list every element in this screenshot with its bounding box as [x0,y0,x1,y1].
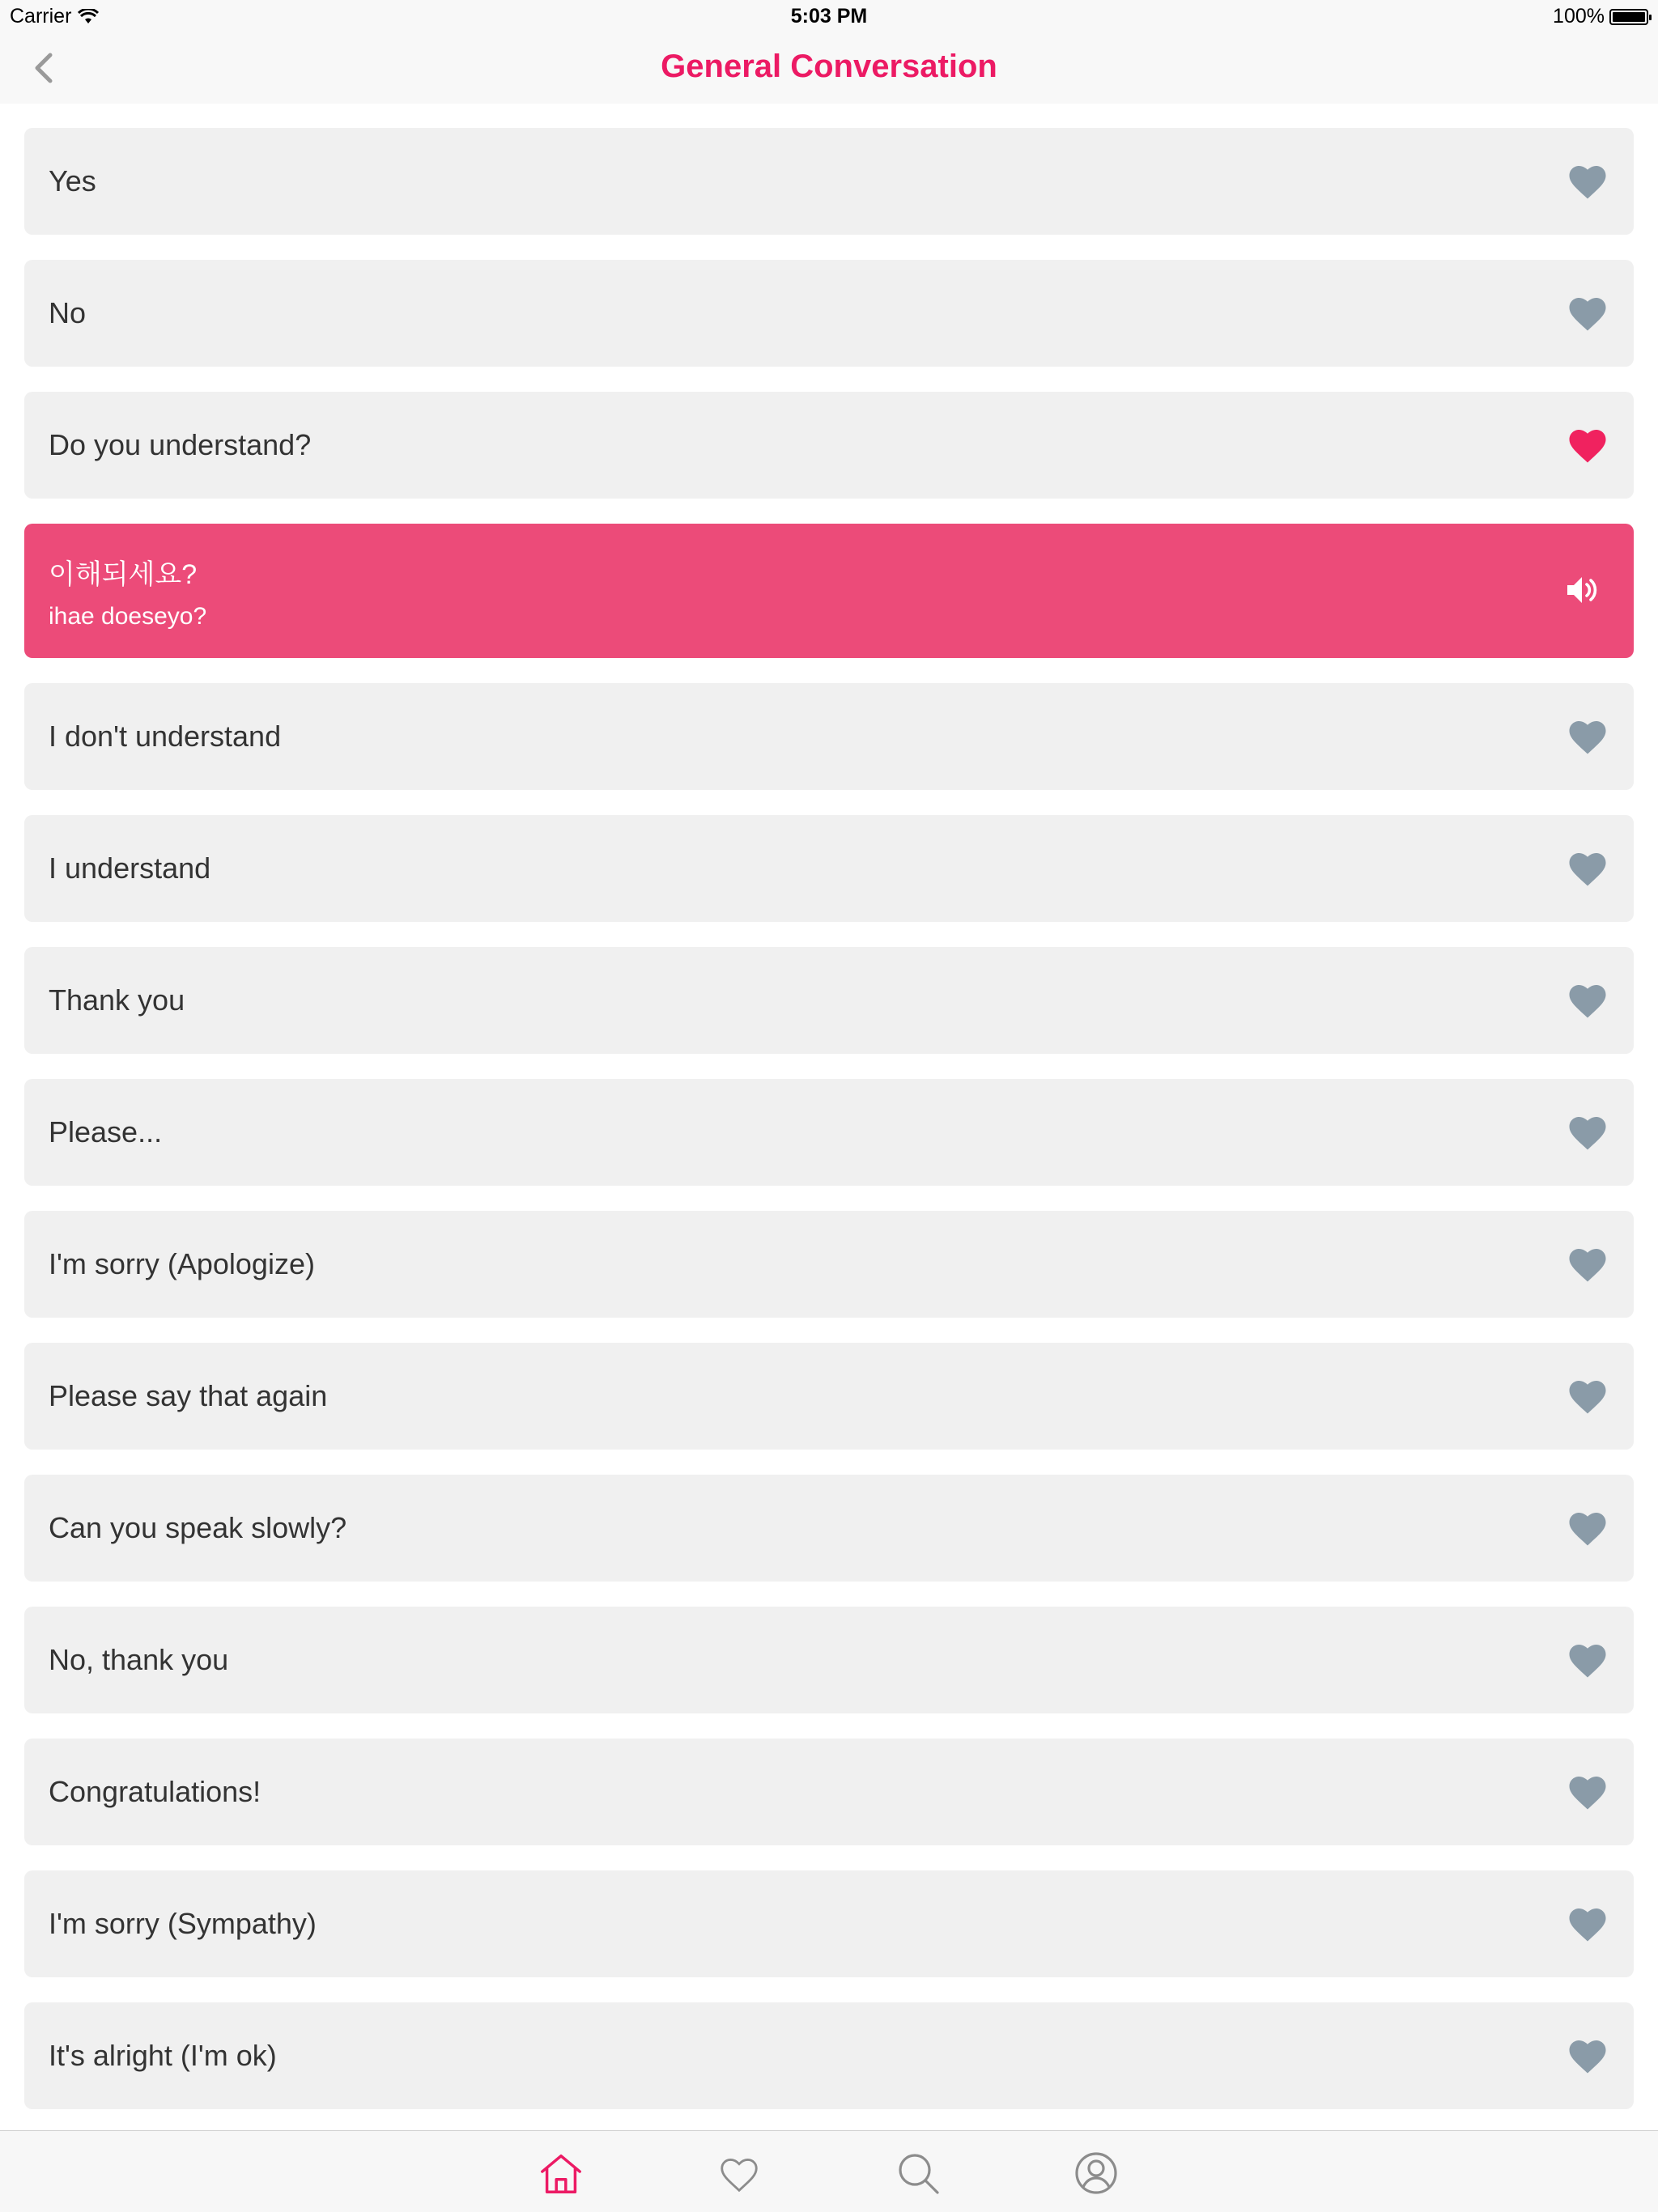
status-bar [0,0,1658,32]
home-icon [538,2150,585,2196]
page-title: General Conversation [661,49,997,84]
heart-outline-icon [716,2152,763,2194]
phrase-label: Can you speak slowly? [49,1511,347,1544]
battery-indicator [1553,5,1648,28]
phrase-list [24,128,1634,2134]
phrase-row-im-sorry-apologize[interactable] [24,1211,1634,1318]
phrase-row-do-you-understand[interactable] [24,392,1634,499]
phrase-label: Please say that again [49,1379,328,1412]
heart-icon[interactable] [1566,1375,1609,1416]
heart-icon[interactable] [1566,2035,1609,2075]
phrase-label: It's alright (I'm ok) [49,2039,277,2072]
phrase-label: I'm sorry (Apologize) [49,1247,315,1280]
phrase-row-thank-you[interactable] [24,947,1634,1054]
tab-home[interactable] [537,2149,585,2197]
profile-icon [1073,2150,1119,2196]
phrase-row-please-say-that-again[interactable] [24,1343,1634,1450]
heart-filled-icon[interactable] [1566,424,1609,465]
tab-search[interactable] [894,2149,942,2197]
phrase-label: Please... [49,1115,163,1148]
romanization-text: ihae doeseyo? [49,602,207,630]
search-icon [895,2150,941,2196]
phrase-row-i-understand[interactable] [24,815,1634,922]
phrase-row-no-thank-you[interactable] [24,1607,1634,1713]
phrase-row-yes[interactable] [24,128,1634,235]
heart-icon[interactable] [1566,160,1609,201]
phrase-label: Yes [49,164,96,197]
heart-icon[interactable] [1566,979,1609,1020]
phrase-label: I don't understand [49,720,282,753]
phrase-label: I'm sorry (Sympathy) [49,1907,317,1940]
phrase-label: No, thank you [49,1643,229,1676]
heart-icon[interactable] [1566,292,1609,333]
heart-icon[interactable] [1566,1639,1609,1679]
phrase-row-its-alright[interactable] [24,2002,1634,2109]
carrier-label: Carrier [10,5,72,28]
phrase-row-im-sorry-sympathy[interactable] [24,1870,1634,1977]
speaker-icon[interactable] [1562,571,1601,609]
heart-icon[interactable] [1566,1903,1609,1943]
phrase-label: Thank you [49,983,185,1017]
phrase-label: Do you understand? [49,428,312,461]
heart-icon[interactable] [1566,1771,1609,1811]
heart-icon[interactable] [1566,1111,1609,1152]
tab-bar [0,2130,1658,2212]
navigation-bar [0,32,1658,104]
phrase-row-congratulations[interactable] [24,1739,1634,1845]
phrase-label: Congratulations! [49,1775,261,1808]
heart-icon[interactable] [1566,715,1609,756]
heart-icon[interactable] [1566,1507,1609,1548]
phrase-row-no[interactable] [24,260,1634,367]
korean-text: 이해되세요? [49,558,198,590]
phrase-row-i-dont-understand[interactable] [24,683,1634,790]
heart-icon[interactable] [1566,1243,1609,1284]
tab-favorites[interactable] [715,2149,763,2197]
phrase-row-please[interactable] [24,1079,1634,1186]
phrase-label: I understand [49,851,211,885]
phrase-label: No [49,296,87,329]
battery-percent: 100% [1553,5,1605,28]
heart-icon[interactable] [1566,847,1609,888]
translation-panel[interactable] [24,524,1634,658]
battery-icon [1609,9,1648,25]
phrase-row-can-you-speak-slowly[interactable] [24,1475,1634,1582]
clock: 5:03 PM [790,5,868,28]
tab-profile[interactable] [1072,2149,1120,2197]
